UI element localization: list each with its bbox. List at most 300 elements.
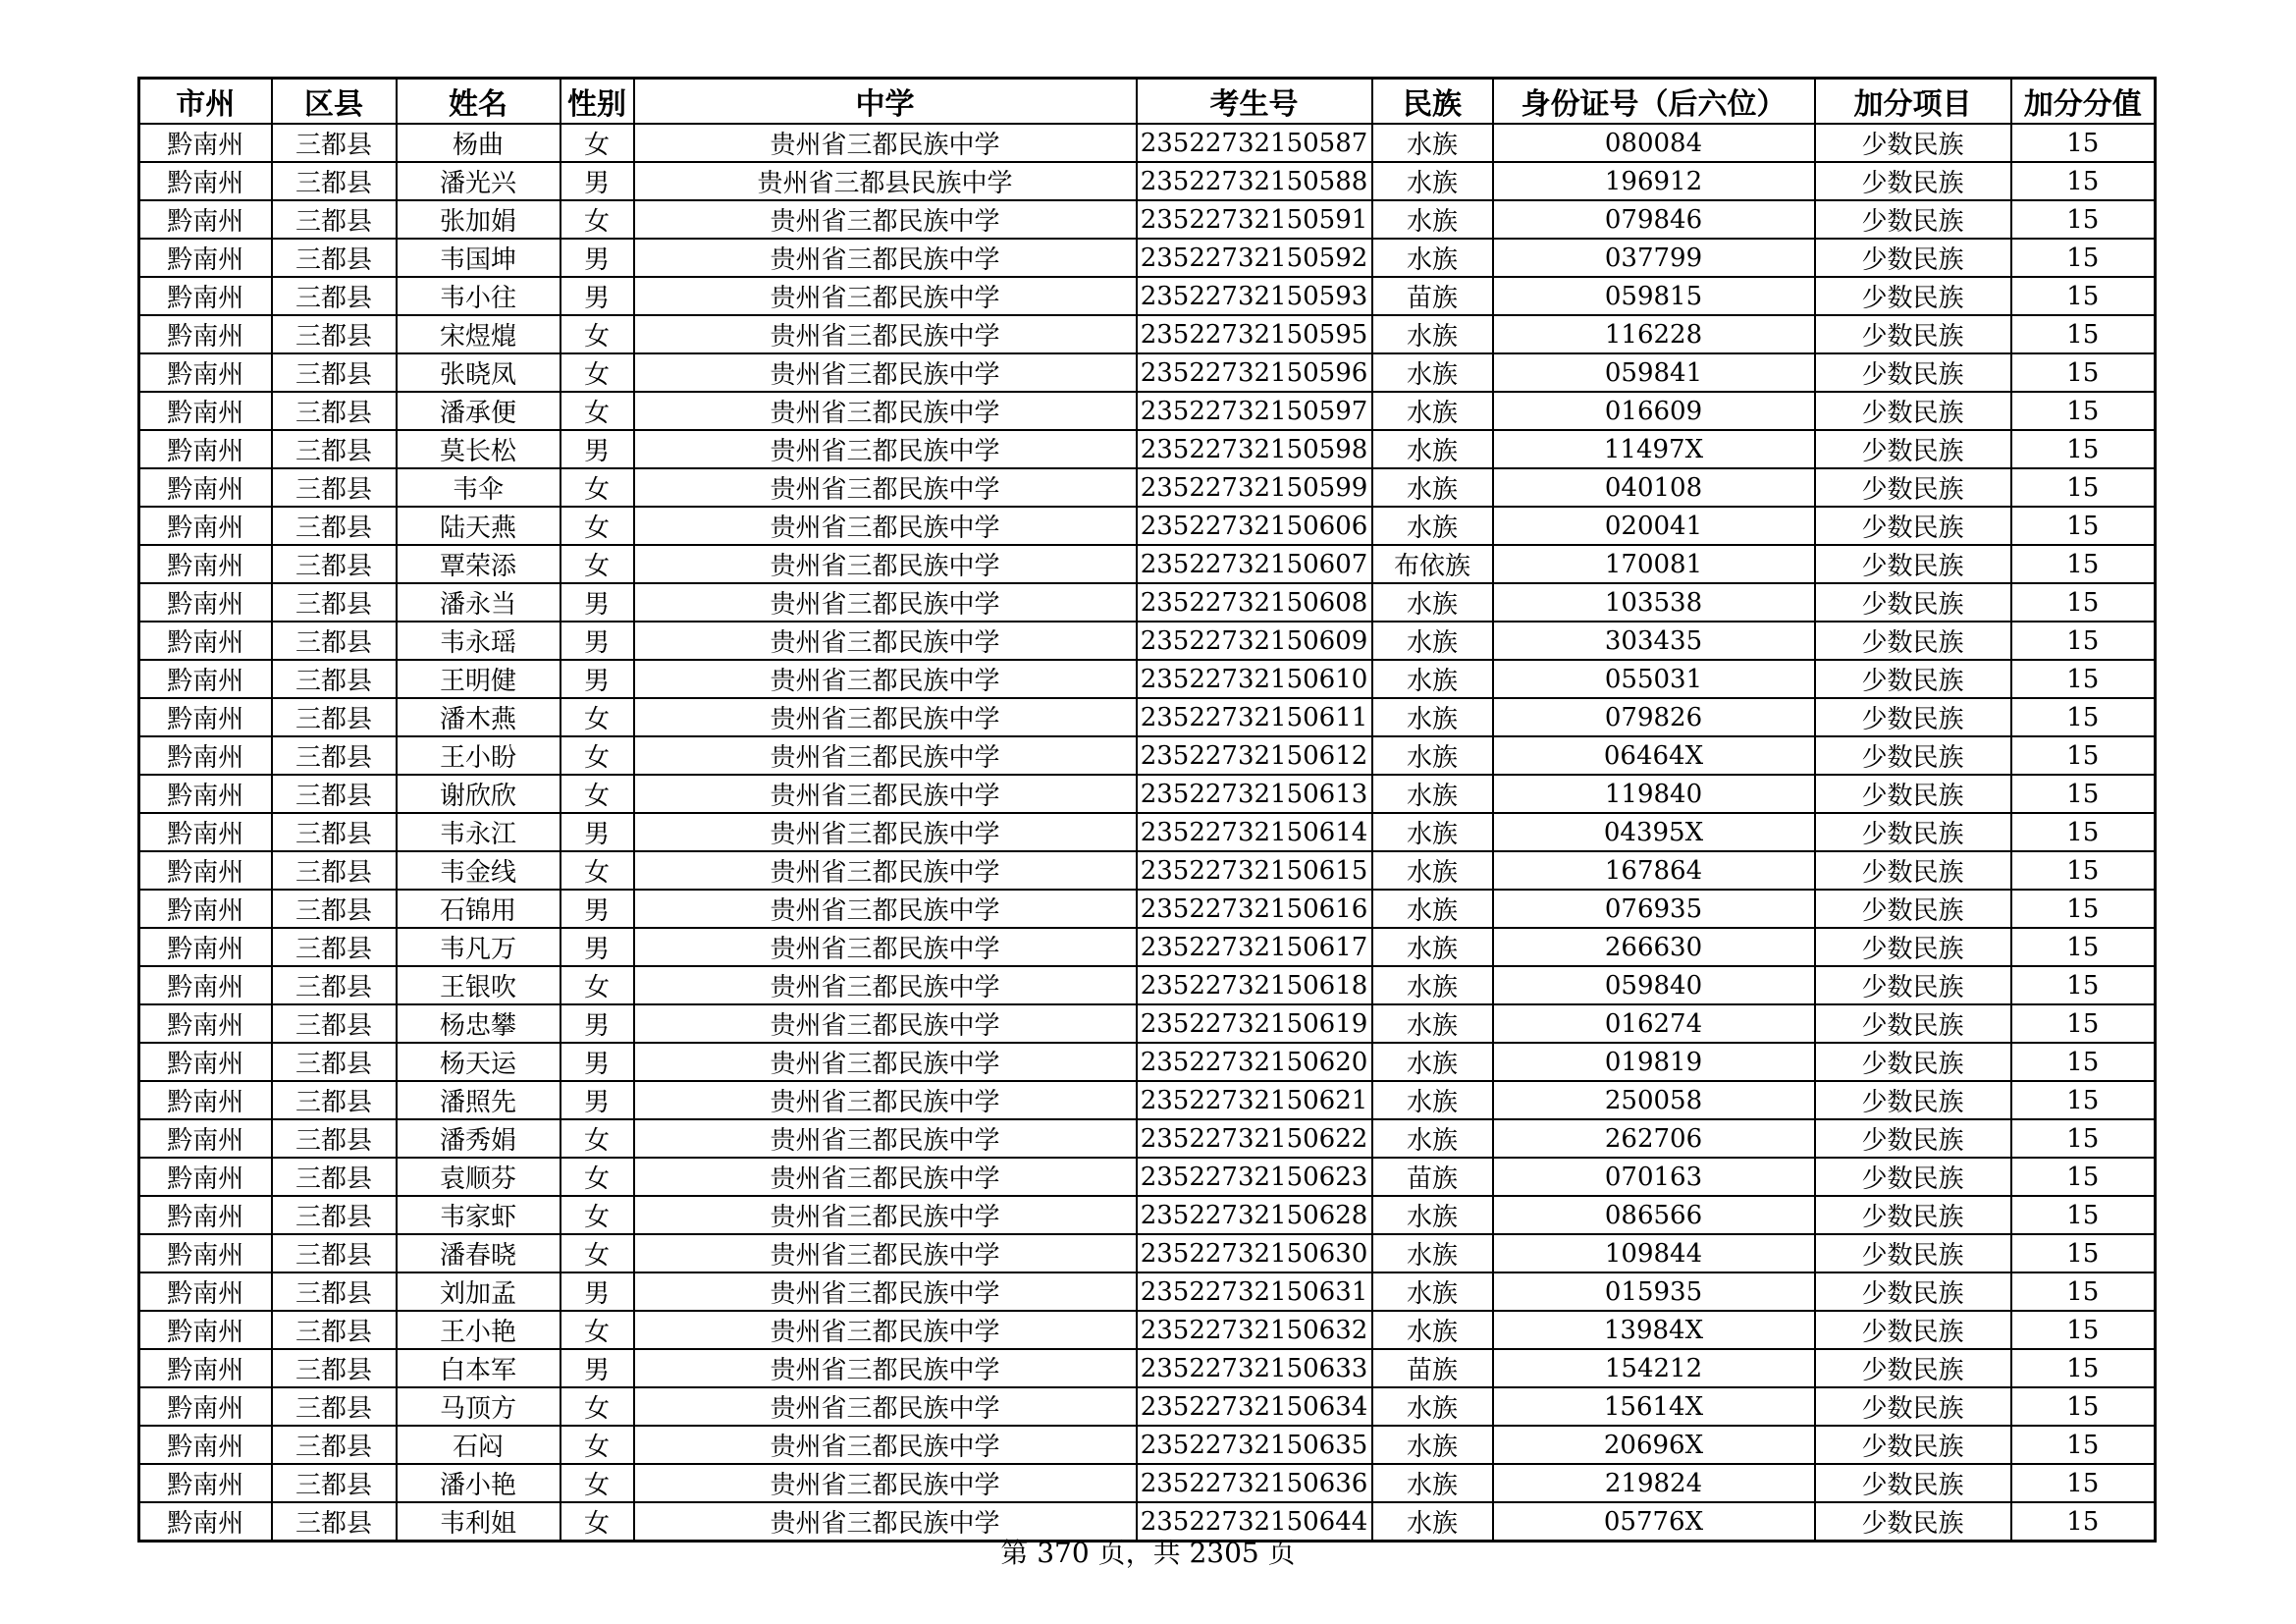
cell-id-last-six: 037799 <box>1493 239 1815 277</box>
cell-school: 贵州省三都民族中学 <box>634 277 1137 315</box>
cell-bonus-item: 少数民族 <box>1815 392 2011 430</box>
cell-exam-number: 23522732150623 <box>1137 1158 1372 1196</box>
cell-gender: 男 <box>561 1349 634 1387</box>
cell-city: 黔南州 <box>139 890 272 928</box>
cell-gender: 女 <box>561 1387 634 1426</box>
cell-bonus-item: 少数民族 <box>1815 890 2011 928</box>
cell-school: 贵州省三都民族中学 <box>634 660 1137 698</box>
cell-ethnicity: 水族 <box>1372 1426 1493 1464</box>
cell-city: 黔南州 <box>139 277 272 315</box>
cell-exam-number: 23522732150622 <box>1137 1119 1372 1158</box>
table-row <box>139 315 2156 353</box>
cell-bonus-points: 15 <box>2011 890 2156 928</box>
cell-bonus-points: 15 <box>2011 1119 2156 1158</box>
cell-county: 三都县 <box>272 622 397 660</box>
cell-county: 三都县 <box>272 1081 397 1119</box>
cell-id-last-six: 016609 <box>1493 392 1815 430</box>
cell-exam-number: 23522732150597 <box>1137 392 1372 430</box>
bonus-points-table <box>137 77 2157 1543</box>
cell-name: 张晓凤 <box>397 353 561 392</box>
table-row <box>139 507 2156 545</box>
cell-id-last-six: 059815 <box>1493 277 1815 315</box>
cell-bonus-points: 15 <box>2011 1196 2156 1234</box>
cell-gender: 男 <box>561 1272 634 1311</box>
cell-name: 潘永当 <box>397 583 561 622</box>
cell-id-last-six: 05776X <box>1493 1502 1815 1542</box>
cell-id-last-six: 020041 <box>1493 507 1815 545</box>
cell-bonus-item: 少数民族 <box>1815 622 2011 660</box>
cell-name: 覃荣添 <box>397 545 561 583</box>
cell-exam-number: 23522732150607 <box>1137 545 1372 583</box>
cell-gender: 男 <box>561 1081 634 1119</box>
cell-name: 刘加孟 <box>397 1272 561 1311</box>
cell-id-last-six: 019819 <box>1493 1043 1815 1081</box>
cell-exam-number: 23522732150612 <box>1137 736 1372 775</box>
cell-name: 石锦用 <box>397 890 561 928</box>
cell-id-last-six: 080084 <box>1493 124 1815 162</box>
cell-name: 潘木燕 <box>397 698 561 736</box>
cell-county: 三都县 <box>272 315 397 353</box>
table-header-row <box>139 79 2156 125</box>
cell-bonus-item: 少数民族 <box>1815 200 2011 239</box>
cell-city: 黔南州 <box>139 660 272 698</box>
cell-bonus-item: 少数民族 <box>1815 1426 2011 1464</box>
cell-bonus-item: 少数民族 <box>1815 1081 2011 1119</box>
cell-county: 三都县 <box>272 239 397 277</box>
cell-bonus-points: 15 <box>2011 966 2156 1004</box>
cell-city: 黔南州 <box>139 1158 272 1196</box>
cell-ethnicity: 水族 <box>1372 468 1493 507</box>
cell-county: 三都县 <box>272 392 397 430</box>
cell-bonus-item: 少数民族 <box>1815 736 2011 775</box>
cell-bonus-item: 少数民族 <box>1815 1349 2011 1387</box>
cell-gender: 女 <box>561 851 634 890</box>
cell-ethnicity: 苗族 <box>1372 277 1493 315</box>
cell-city: 黔南州 <box>139 966 272 1004</box>
cell-school: 贵州省三都民族中学 <box>634 1272 1137 1311</box>
cell-name: 韦国坤 <box>397 239 561 277</box>
cell-name: 宋煜熴 <box>397 315 561 353</box>
cell-bonus-item: 少数民族 <box>1815 353 2011 392</box>
cell-school: 贵州省三都民族中学 <box>634 1426 1137 1464</box>
cell-ethnicity: 水族 <box>1372 162 1493 200</box>
cell-gender: 男 <box>561 1043 634 1081</box>
cell-exam-number: 23522732150598 <box>1137 430 1372 468</box>
cell-school: 贵州省三都民族中学 <box>634 124 1137 162</box>
cell-school: 贵州省三都民族中学 <box>634 1502 1137 1542</box>
cell-exam-number: 23522732150618 <box>1137 966 1372 1004</box>
cell-city: 黔南州 <box>139 1311 272 1349</box>
cell-city: 黔南州 <box>139 1119 272 1158</box>
cell-county: 三都县 <box>272 813 397 851</box>
column-header-bonus-points: 加分分值 <box>2011 79 2156 125</box>
cell-bonus-item: 少数民族 <box>1815 1234 2011 1272</box>
cell-bonus-points: 15 <box>2011 1502 2156 1542</box>
table-row <box>139 200 2156 239</box>
cell-gender: 男 <box>561 583 634 622</box>
cell-ethnicity: 水族 <box>1372 890 1493 928</box>
cell-id-last-six: 059841 <box>1493 353 1815 392</box>
cell-county: 三都县 <box>272 1349 397 1387</box>
cell-id-last-six: 154212 <box>1493 1349 1815 1387</box>
table-row <box>139 124 2156 162</box>
cell-county: 三都县 <box>272 1387 397 1426</box>
cell-bonus-points: 15 <box>2011 851 2156 890</box>
cell-bonus-points: 15 <box>2011 124 2156 162</box>
cell-school: 贵州省三都民族中学 <box>634 545 1137 583</box>
cell-city: 黔南州 <box>139 162 272 200</box>
cell-gender: 女 <box>561 1196 634 1234</box>
cell-gender: 女 <box>561 200 634 239</box>
cell-exam-number: 23522732150636 <box>1137 1464 1372 1502</box>
cell-bonus-points: 15 <box>2011 1081 2156 1119</box>
cell-county: 三都县 <box>272 277 397 315</box>
cell-county: 三都县 <box>272 200 397 239</box>
cell-gender: 男 <box>561 239 634 277</box>
cell-ethnicity: 水族 <box>1372 622 1493 660</box>
cell-school: 贵州省三都民族中学 <box>634 1234 1137 1272</box>
cell-exam-number: 23522732150611 <box>1137 698 1372 736</box>
cell-bonus-points: 15 <box>2011 1272 2156 1311</box>
cell-bonus-points: 15 <box>2011 200 2156 239</box>
cell-ethnicity: 水族 <box>1372 1387 1493 1426</box>
cell-exam-number: 23522732150591 <box>1137 200 1372 239</box>
cell-gender: 女 <box>561 736 634 775</box>
table-row <box>139 430 2156 468</box>
cell-exam-number: 23522732150595 <box>1137 315 1372 353</box>
cell-exam-number: 23522732150630 <box>1137 1234 1372 1272</box>
table-row <box>139 583 2156 622</box>
cell-bonus-item: 少数民族 <box>1815 124 2011 162</box>
cell-school: 贵州省三都民族中学 <box>634 813 1137 851</box>
cell-ethnicity: 水族 <box>1372 1119 1493 1158</box>
cell-bonus-points: 15 <box>2011 1311 2156 1349</box>
cell-id-last-six: 103538 <box>1493 583 1815 622</box>
cell-id-last-six: 170081 <box>1493 545 1815 583</box>
cell-id-last-six: 250058 <box>1493 1081 1815 1119</box>
cell-id-last-six: 06464X <box>1493 736 1815 775</box>
cell-school: 贵州省三都民族中学 <box>634 775 1137 813</box>
cell-exam-number: 23522732150599 <box>1137 468 1372 507</box>
cell-county: 三都县 <box>272 468 397 507</box>
cell-county: 三都县 <box>272 775 397 813</box>
cell-bonus-item: 少数民族 <box>1815 660 2011 698</box>
cell-city: 黔南州 <box>139 507 272 545</box>
cell-id-last-six: 116228 <box>1493 315 1815 353</box>
cell-id-last-six: 015935 <box>1493 1272 1815 1311</box>
table-row <box>139 622 2156 660</box>
cell-name: 莫长松 <box>397 430 561 468</box>
cell-city: 黔南州 <box>139 1043 272 1081</box>
cell-bonus-points: 15 <box>2011 1158 2156 1196</box>
cell-exam-number: 23522732150606 <box>1137 507 1372 545</box>
cell-ethnicity: 水族 <box>1372 507 1493 545</box>
cell-city: 黔南州 <box>139 775 272 813</box>
cell-school: 贵州省三都民族中学 <box>634 1464 1137 1502</box>
cell-exam-number: 23522732150619 <box>1137 1004 1372 1043</box>
cell-ethnicity: 水族 <box>1372 353 1493 392</box>
cell-county: 三都县 <box>272 966 397 1004</box>
cell-gender: 女 <box>561 507 634 545</box>
cell-bonus-points: 15 <box>2011 239 2156 277</box>
cell-ethnicity: 水族 <box>1372 851 1493 890</box>
cell-bonus-item: 少数民族 <box>1815 1043 2011 1081</box>
table-row <box>139 1272 2156 1311</box>
cell-gender: 男 <box>561 928 634 966</box>
cell-gender: 女 <box>561 966 634 1004</box>
cell-gender: 男 <box>561 162 634 200</box>
cell-gender: 女 <box>561 775 634 813</box>
cell-name: 潘承便 <box>397 392 561 430</box>
cell-bonus-item: 少数民族 <box>1815 966 2011 1004</box>
cell-ethnicity: 水族 <box>1372 1043 1493 1081</box>
cell-id-last-six: 167864 <box>1493 851 1815 890</box>
cell-city: 黔南州 <box>139 430 272 468</box>
cell-bonus-item: 少数民族 <box>1815 851 2011 890</box>
cell-name: 王小盼 <box>397 736 561 775</box>
table-row <box>139 162 2156 200</box>
table-body <box>139 124 2156 1542</box>
cell-ethnicity: 水族 <box>1372 430 1493 468</box>
cell-county: 三都县 <box>272 583 397 622</box>
cell-name: 王小艳 <box>397 1311 561 1349</box>
cell-city: 黔南州 <box>139 1349 272 1387</box>
column-header-school: 中学 <box>634 79 1137 125</box>
cell-gender: 男 <box>561 622 634 660</box>
cell-id-last-six: 016274 <box>1493 1004 1815 1043</box>
table-row <box>139 775 2156 813</box>
cell-name: 杨天运 <box>397 1043 561 1081</box>
cell-name: 韦凡万 <box>397 928 561 966</box>
cell-gender: 女 <box>561 315 634 353</box>
cell-gender: 女 <box>561 1234 634 1272</box>
table-row <box>139 966 2156 1004</box>
cell-exam-number: 23522732150592 <box>1137 239 1372 277</box>
cell-id-last-six: 119840 <box>1493 775 1815 813</box>
cell-bonus-points: 15 <box>2011 353 2156 392</box>
column-header-city: 市州 <box>139 79 272 125</box>
cell-gender: 男 <box>561 660 634 698</box>
cell-county: 三都县 <box>272 507 397 545</box>
cell-bonus-points: 15 <box>2011 583 2156 622</box>
cell-city: 黔南州 <box>139 698 272 736</box>
cell-exam-number: 23522732150620 <box>1137 1043 1372 1081</box>
cell-bonus-item: 少数民族 <box>1815 1004 2011 1043</box>
column-header-ethnicity: 民族 <box>1372 79 1493 125</box>
cell-bonus-item: 少数民族 <box>1815 1464 2011 1502</box>
cell-bonus-item: 少数民族 <box>1815 1387 2011 1426</box>
cell-exam-number: 23522732150614 <box>1137 813 1372 851</box>
cell-school: 贵州省三都民族中学 <box>634 1119 1137 1158</box>
table-row <box>139 1043 2156 1081</box>
cell-name: 陆天燕 <box>397 507 561 545</box>
cell-ethnicity: 水族 <box>1372 315 1493 353</box>
cell-ethnicity: 水族 <box>1372 200 1493 239</box>
cell-name: 韦利姐 <box>397 1502 561 1542</box>
cell-city: 黔南州 <box>139 736 272 775</box>
cell-name: 韦永瑶 <box>397 622 561 660</box>
cell-exam-number: 23522732150635 <box>1137 1426 1372 1464</box>
cell-ethnicity: 水族 <box>1372 1464 1493 1502</box>
table-row <box>139 813 2156 851</box>
table-row <box>139 1426 2156 1464</box>
cell-city: 黔南州 <box>139 1234 272 1272</box>
table-row <box>139 1196 2156 1234</box>
table-row <box>139 1234 2156 1272</box>
cell-name: 谢欣欣 <box>397 775 561 813</box>
cell-name: 潘小艳 <box>397 1464 561 1502</box>
column-header-gender: 性别 <box>561 79 634 125</box>
cell-bonus-points: 15 <box>2011 1043 2156 1081</box>
cell-bonus-item: 少数民族 <box>1815 698 2011 736</box>
cell-exam-number: 23522732150609 <box>1137 622 1372 660</box>
cell-school: 贵州省三都民族中学 <box>634 890 1137 928</box>
cell-id-last-six: 070163 <box>1493 1158 1815 1196</box>
cell-school: 贵州省三都民族中学 <box>634 315 1137 353</box>
cell-bonus-points: 15 <box>2011 1426 2156 1464</box>
cell-exam-number: 23522732150610 <box>1137 660 1372 698</box>
cell-gender: 女 <box>561 124 634 162</box>
cell-exam-number: 23522732150587 <box>1137 124 1372 162</box>
cell-gender: 男 <box>561 277 634 315</box>
cell-city: 黔南州 <box>139 928 272 966</box>
cell-bonus-points: 15 <box>2011 507 2156 545</box>
cell-ethnicity: 水族 <box>1372 1272 1493 1311</box>
table-row <box>139 1311 2156 1349</box>
cell-id-last-six: 055031 <box>1493 660 1815 698</box>
cell-bonus-points: 15 <box>2011 1464 2156 1502</box>
table-row <box>139 736 2156 775</box>
cell-name: 王明健 <box>397 660 561 698</box>
cell-name: 张加娟 <box>397 200 561 239</box>
cell-name: 韦小往 <box>397 277 561 315</box>
cell-ethnicity: 水族 <box>1372 928 1493 966</box>
cell-ethnicity: 水族 <box>1372 736 1493 775</box>
cell-county: 三都县 <box>272 890 397 928</box>
cell-name: 韦家虾 <box>397 1196 561 1234</box>
cell-gender: 男 <box>561 1004 634 1043</box>
cell-gender: 女 <box>561 468 634 507</box>
cell-exam-number: 23522732150596 <box>1137 353 1372 392</box>
cell-bonus-points: 15 <box>2011 277 2156 315</box>
cell-school: 贵州省三都民族中学 <box>634 507 1137 545</box>
cell-city: 黔南州 <box>139 124 272 162</box>
cell-ethnicity: 水族 <box>1372 813 1493 851</box>
cell-school: 贵州省三都民族中学 <box>634 1196 1137 1234</box>
cell-city: 黔南州 <box>139 545 272 583</box>
cell-bonus-item: 少数民族 <box>1815 583 2011 622</box>
cell-bonus-item: 少数民族 <box>1815 507 2011 545</box>
table-row <box>139 698 2156 736</box>
cell-name: 韦永江 <box>397 813 561 851</box>
cell-school: 贵州省三都民族中学 <box>634 1004 1137 1043</box>
cell-city: 黔南州 <box>139 200 272 239</box>
cell-exam-number: 23522732150593 <box>1137 277 1372 315</box>
cell-school: 贵州省三都民族中学 <box>634 392 1137 430</box>
cell-gender: 女 <box>561 1502 634 1542</box>
cell-id-last-six: 219824 <box>1493 1464 1815 1502</box>
cell-bonus-item: 少数民族 <box>1815 1502 2011 1542</box>
cell-id-last-six: 262706 <box>1493 1119 1815 1158</box>
cell-exam-number: 23522732150613 <box>1137 775 1372 813</box>
cell-bonus-points: 15 <box>2011 162 2156 200</box>
cell-bonus-points: 15 <box>2011 1387 2156 1426</box>
cell-bonus-item: 少数民族 <box>1815 430 2011 468</box>
cell-county: 三都县 <box>272 162 397 200</box>
cell-ethnicity: 水族 <box>1372 392 1493 430</box>
cell-id-last-six: 086566 <box>1493 1196 1815 1234</box>
cell-name: 潘春晓 <box>397 1234 561 1272</box>
cell-exam-number: 23522732150588 <box>1137 162 1372 200</box>
cell-county: 三都县 <box>272 736 397 775</box>
cell-bonus-item: 少数民族 <box>1815 1196 2011 1234</box>
cell-bonus-points: 15 <box>2011 736 2156 775</box>
cell-bonus-points: 15 <box>2011 468 2156 507</box>
cell-bonus-item: 少数民族 <box>1815 315 2011 353</box>
table-row <box>139 890 2156 928</box>
cell-county: 三都县 <box>272 545 397 583</box>
cell-name: 袁顺芬 <box>397 1158 561 1196</box>
cell-school: 贵州省三都民族中学 <box>634 736 1137 775</box>
cell-county: 三都县 <box>272 124 397 162</box>
table-row <box>139 1081 2156 1119</box>
cell-gender: 女 <box>561 1464 634 1502</box>
cell-bonus-item: 少数民族 <box>1815 468 2011 507</box>
cell-county: 三都县 <box>272 1464 397 1502</box>
cell-id-last-six: 040108 <box>1493 468 1815 507</box>
cell-name: 马顶方 <box>397 1387 561 1426</box>
cell-school: 贵州省三都民族中学 <box>634 353 1137 392</box>
cell-ethnicity: 水族 <box>1372 698 1493 736</box>
cell-ethnicity: 苗族 <box>1372 1158 1493 1196</box>
cell-county: 三都县 <box>272 1272 397 1311</box>
cell-city: 黔南州 <box>139 1426 272 1464</box>
cell-bonus-points: 15 <box>2011 545 2156 583</box>
cell-school: 贵州省三都民族中学 <box>634 200 1137 239</box>
cell-bonus-item: 少数民族 <box>1815 1272 2011 1311</box>
cell-city: 黔南州 <box>139 353 272 392</box>
cell-school: 贵州省三都民族中学 <box>634 966 1137 1004</box>
cell-id-last-six: 196912 <box>1493 162 1815 200</box>
cell-school: 贵州省三都县民族中学 <box>634 162 1137 200</box>
page-footer: 第 370 页，共 2305 页 <box>1000 1537 1296 1569</box>
cell-gender: 女 <box>561 1158 634 1196</box>
cell-name: 潘秀娟 <box>397 1119 561 1158</box>
cell-county: 三都县 <box>272 660 397 698</box>
cell-gender: 女 <box>561 1119 634 1158</box>
cell-bonus-points: 15 <box>2011 1349 2156 1387</box>
cell-exam-number: 23522732150633 <box>1137 1349 1372 1387</box>
cell-bonus-item: 少数民族 <box>1815 162 2011 200</box>
cell-city: 黔南州 <box>139 1502 272 1542</box>
cell-county: 三都县 <box>272 1502 397 1542</box>
cell-bonus-points: 15 <box>2011 660 2156 698</box>
cell-ethnicity: 水族 <box>1372 1234 1493 1272</box>
cell-name: 石闷 <box>397 1426 561 1464</box>
column-header-county: 区县 <box>272 79 397 125</box>
cell-county: 三都县 <box>272 353 397 392</box>
cell-county: 三都县 <box>272 1196 397 1234</box>
cell-name: 杨曲 <box>397 124 561 162</box>
cell-id-last-six: 076935 <box>1493 890 1815 928</box>
table-row <box>139 239 2156 277</box>
cell-exam-number: 23522732150628 <box>1137 1196 1372 1234</box>
cell-school: 贵州省三都民族中学 <box>634 430 1137 468</box>
cell-gender: 男 <box>561 890 634 928</box>
cell-id-last-six: 059840 <box>1493 966 1815 1004</box>
cell-exam-number: 23522732150616 <box>1137 890 1372 928</box>
cell-school: 贵州省三都民族中学 <box>634 1158 1137 1196</box>
